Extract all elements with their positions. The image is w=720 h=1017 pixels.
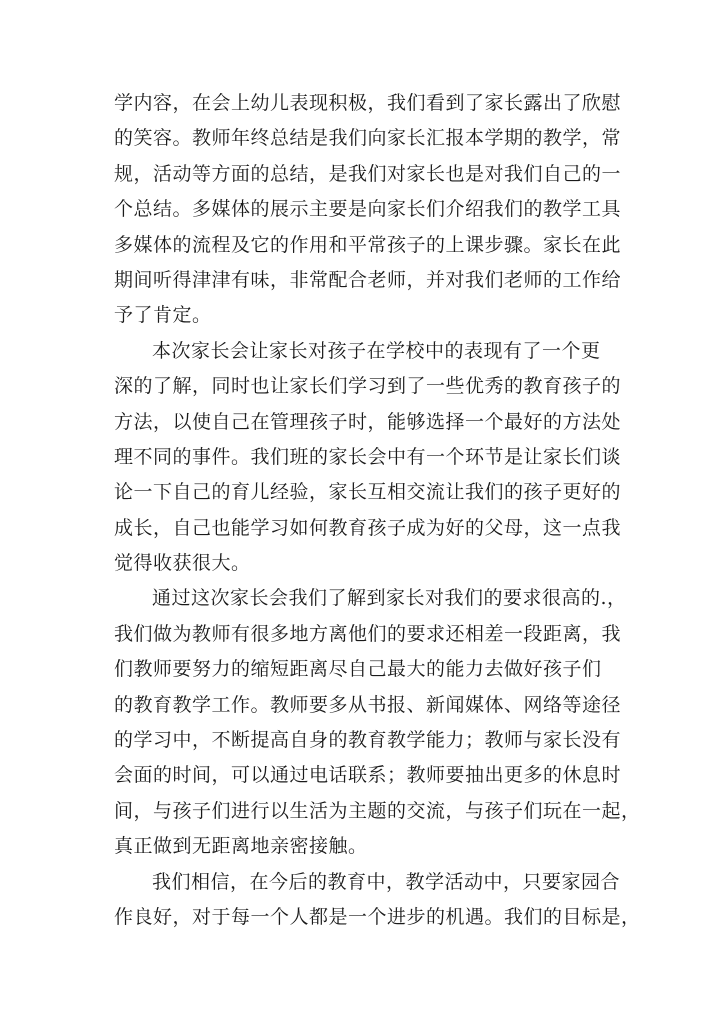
text-line: 论一下自己的育儿经验，家长互相交流让我们的孩子更好的: [114, 481, 622, 504]
text-line: 本次家长会让家长对孩子在学校中的表现有了一个更: [152, 339, 601, 362]
text-line: 予了肯定。: [114, 304, 212, 327]
text-line: 的笑容。教师年终总结是我们向家长汇报本学期的教学，常: [114, 127, 622, 150]
text-line: 作良好，对于每一个人都是一个进步的机遇。我们的目标是，: [114, 905, 641, 928]
text-line: 成长，自己也能学习如何教育孩子成为好的父母，这一点我: [114, 516, 622, 539]
document-body: [114, 86, 641, 935]
paragraph-1: [114, 86, 622, 334]
text-line: 们教师要努力的缩短距离尽自己最大的能力去做好孩子们: [114, 658, 602, 681]
text-line: 我们相信，在今后的教育中，教学活动中，只要家园合: [152, 870, 621, 893]
text-line: 间，与孩子们进行以生活为主题的交流，与孩子们玩在一起，: [114, 799, 641, 822]
paragraph-3: [114, 581, 641, 864]
text-line: 通过这次家长会我们了解到家长对我们的要求很高的.，: [152, 587, 627, 610]
text-line: 的学习中，不断提高自身的教育教学能力；教师与家长没有: [114, 729, 622, 752]
text-line: 真正做到无距离地亲密接触。: [114, 835, 368, 858]
text-line: 的教育教学工作。教师要多从书报、新闻媒体、网络等途径: [114, 693, 622, 716]
text-line: 期间听得津津有味，非常配合老师，并对我们老师的工作给: [114, 268, 622, 291]
paragraph-4: [114, 865, 641, 936]
text-line: 多媒体的流程及它的作用和平常孩子的上课步骤。家长在此: [114, 233, 622, 256]
paragraph-2: [114, 334, 622, 582]
text-line: 规，活动等方面的总结，是我们对家长也是对我们自己的一: [114, 162, 622, 185]
text-line: 个总结。多媒体的展示主要是向家长们介绍我们的教学工具: [114, 198, 622, 221]
text-line: 深的了解，同时也让家长们学习到了一些优秀的教育孩子的: [114, 375, 622, 398]
text-line: 我们做为教师有很多地方离他们的要求还相差一段距离，我: [114, 622, 622, 645]
text-line: 觉得收获很大。: [114, 552, 251, 575]
text-line: 学内容，在会上幼儿表现积极，我们看到了家长露出了欣慰: [114, 92, 622, 114]
text-line: 理不同的事件。我们班的家长会中有一个环节是让家长们谈: [114, 445, 622, 468]
text-line: 会面的时间，可以通过电话联系；教师要抽出更多的休息时: [114, 764, 622, 787]
text-line: 方法，以使自己在管理孩子时，能够选择一个最好的方法处: [114, 410, 622, 433]
